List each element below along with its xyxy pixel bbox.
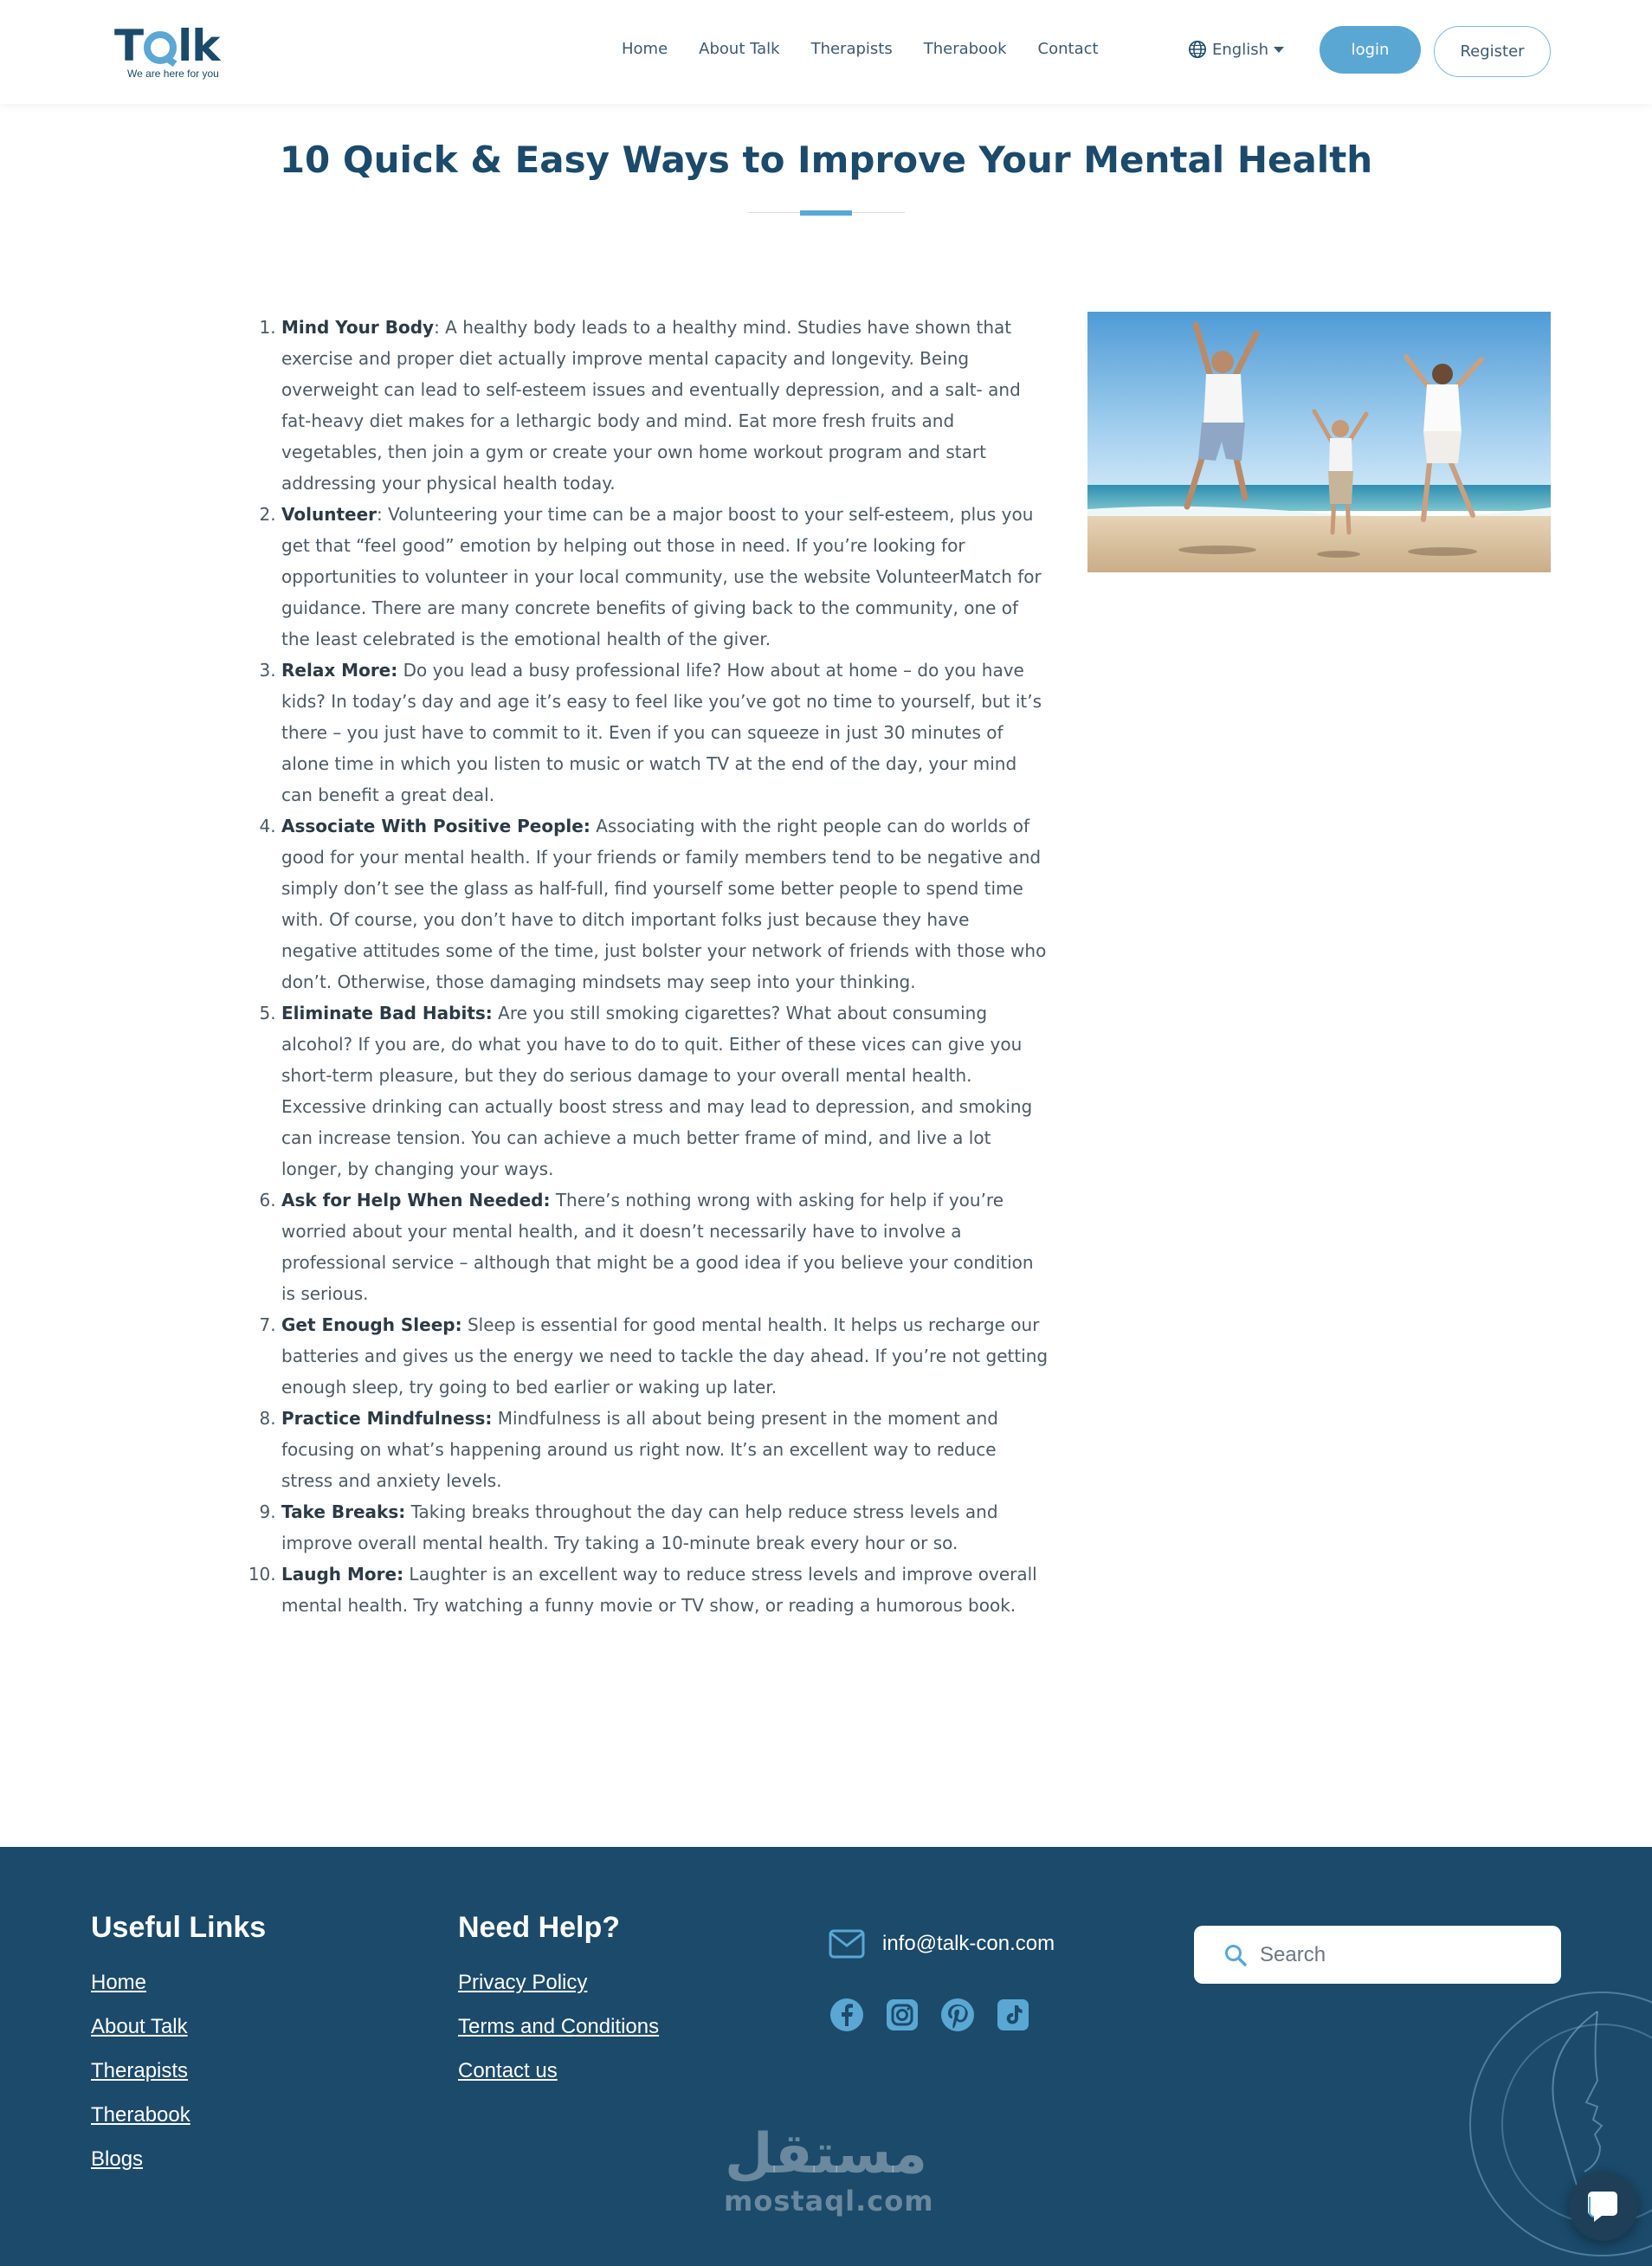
pinterest-icon[interactable] xyxy=(939,1997,976,2033)
footer-link-terms[interactable]: Terms and Conditions xyxy=(458,2015,660,2038)
list-item xyxy=(281,1403,1049,1496)
tip-text: Do you lead a busy professional life? How about at home – do you have kids? In today’s day and age it’s easy to feel like you’ve got no time to yourself, but it’s there – you just have to commit to it. Even if you can squeeze in just 30 minutes of alone time in which you listen to music or watch TV at the end of the day, your mind can benefit a great deal. xyxy=(281,660,1042,805)
tip-heading: Relax More: xyxy=(281,660,398,681)
tip-text: Are you still smoking cigarettes? What about consuming alcohol? If you are, do what you have to do to quit. Either of these vices can give you short-term pleasure, but they do serious damage to your overall mental health. Excessive drinking can actually boost stress and may lead to depression, and smoking can increase tension. You can achieve a much better frame of mind, and live a lot longer, by changing your ways. xyxy=(281,1003,1033,1179)
footer-link-privacy-policy[interactable]: Privacy Policy xyxy=(458,1971,588,1994)
useful-links-title: Useful Links xyxy=(91,1911,267,1944)
footer-link-therapists[interactable]: Therapists xyxy=(91,2059,189,2082)
email-address: info@talk-con.com xyxy=(882,1932,1055,1955)
logo-letters-lk: lk xyxy=(177,21,220,71)
nav-contact[interactable]: Contact xyxy=(1037,40,1099,58)
list-item xyxy=(281,655,1049,810)
search-icon[interactable] xyxy=(1223,1943,1248,1967)
chat-launcher-button[interactable] xyxy=(1569,2172,1638,2241)
nav-home[interactable]: Home xyxy=(622,40,668,58)
list-item xyxy=(281,1185,1049,1309)
title-divider-accent xyxy=(800,210,852,216)
login-button[interactable]: login xyxy=(1320,26,1421,74)
watermark-arabic: مستقل xyxy=(724,2122,928,2186)
register-button[interactable]: Register xyxy=(1434,26,1551,77)
tips-list xyxy=(253,312,1049,1621)
logo-letter-t: T xyxy=(114,21,144,71)
list-item xyxy=(281,312,1049,499)
article-body xyxy=(253,312,1049,1621)
chat-bubble-icon xyxy=(1584,2188,1623,2224)
list-item xyxy=(281,1496,1049,1559)
tip-heading: Volunteer xyxy=(281,504,378,525)
tip-heading: Associate With Positive People: xyxy=(281,816,590,836)
nav-about-talk[interactable]: About Talk xyxy=(699,40,780,58)
tip-separator: : xyxy=(434,317,440,338)
main-nav xyxy=(622,40,1130,58)
tip-text: A healthy body leads to a healthy mind. Studies have shown that exercise and proper diet actually improve mental capacity and longevity. Being overweight can lead to self-esteem issues and eventually depression, and a salt- and fat-heavy diet makes for a lethargic body and mind. Eat more fresh fruits and vegetables, then join a gym or create your own home workout program and start addressing your physical health today. xyxy=(281,317,1021,494)
list-item xyxy=(281,1309,1049,1403)
language-selector[interactable] xyxy=(1188,40,1284,59)
tip-separator: : xyxy=(377,504,383,525)
social-links xyxy=(829,1997,1031,2033)
tip-heading: Laugh More: xyxy=(281,1564,404,1585)
tip-heading: Ask for Help When Needed: xyxy=(281,1190,551,1210)
search-input[interactable] xyxy=(1260,1943,1537,1967)
logo-tagline: We are here for you xyxy=(127,68,219,80)
tip-heading: Eliminate Bad Habits: xyxy=(281,1003,493,1023)
tip-heading: Get Enough Sleep: xyxy=(281,1314,462,1335)
tip-text: Laughter is an excellent way to reduce stress levels and improve overall mental health. Try watching a funny movie or TV show, or reading a humorous book. xyxy=(281,1564,1037,1616)
list-item xyxy=(281,499,1049,655)
watermark-latin: mostaql.com xyxy=(724,2185,934,2218)
site-footer xyxy=(0,1847,1652,2266)
family-beach-photo xyxy=(1087,312,1551,572)
footer-link-contact-us[interactable]: Contact us xyxy=(458,2059,558,2082)
nav-therabook[interactable]: Therabook xyxy=(923,40,1007,58)
language-label: English xyxy=(1212,40,1268,59)
facebook-icon[interactable] xyxy=(829,1997,865,2033)
tip-text: Volunteering your time can be a major boost to your self-esteem, plus you get that “feel good” emotion by helping out those in need. If you’re looking for opportunities to volunteer in your local community, use the website VolunteerMatch for guidance. There are many concrete benefits of giving back to the community, one of the least celebrated is the emotional health of the giver. xyxy=(281,504,1042,649)
caret-down-icon xyxy=(1274,47,1284,53)
tiktok-icon[interactable] xyxy=(995,1997,1031,2033)
tip-text: Associating with the right people can do worlds of good for your mental health. If your friends or family members tend to be negative and simply don’t see the glass as half-full, find yourself some better people to spend time with. Of course, you don’t have to ditch important folks just because they have negative attitudes some of the time, just bolster your network of friends with those who don’t. Otherwise, those damaging mindsets may seep into your thinking. xyxy=(281,816,1047,992)
footer-search[interactable] xyxy=(1194,1926,1561,1984)
site-header xyxy=(0,0,1652,104)
tip-heading: Practice Mindfulness: xyxy=(281,1408,493,1429)
tip-text: Mindfulness is all about being present in the moment and focusing on what’s happening around us right now. It’s an excellent way to reduce stress and anxiety levels. xyxy=(281,1408,998,1491)
list-item xyxy=(281,810,1049,997)
globe-icon xyxy=(1188,40,1207,59)
footer-link-blogs[interactable]: Blogs xyxy=(91,2147,144,2171)
mail-icon xyxy=(829,1929,865,1959)
tip-text: Sleep is essential for good mental health. It helps us recharge our batteries and gives us the energy we need to tackle the day ahead. If you’re not getting enough sleep, try going to bed earlier or waking up later. xyxy=(281,1314,1049,1398)
list-item xyxy=(281,997,1049,1185)
footer-link-about-talk[interactable]: About Talk xyxy=(91,2015,188,2038)
tip-heading: Take Breaks: xyxy=(281,1501,406,1522)
page-title: 10 Quick & Easy Ways to Improve Your Mental Health xyxy=(279,139,1373,181)
need-help-title: Need Help? xyxy=(458,1911,621,1944)
talk-logo[interactable] xyxy=(114,21,253,80)
footer-link-therabook[interactable]: Therabook xyxy=(91,2103,190,2127)
tip-text: Taking breaks throughout the day can help reduce stress levels and improve overall mental health. Try taking a 10-minute break every hour or so. xyxy=(281,1501,998,1553)
list-item xyxy=(281,1559,1049,1621)
tip-text: There’s nothing wrong with asking for help if you’re worried about your mental health, and it doesn’t necessarily have to involve a professional service – although that might be a good idea if you believe your condition is serious. xyxy=(281,1190,1034,1304)
logo-speech-bubble-icon xyxy=(144,31,177,64)
footer-link-home[interactable]: Home xyxy=(91,1971,147,1994)
instagram-icon[interactable] xyxy=(884,1997,920,2033)
logo-wordmark xyxy=(114,21,253,71)
tip-heading: Mind Your Body xyxy=(281,317,435,338)
nav-therapists[interactable]: Therapists xyxy=(810,40,893,58)
footer-email[interactable] xyxy=(829,1929,1055,1959)
mostaql-watermark xyxy=(724,2122,934,2218)
